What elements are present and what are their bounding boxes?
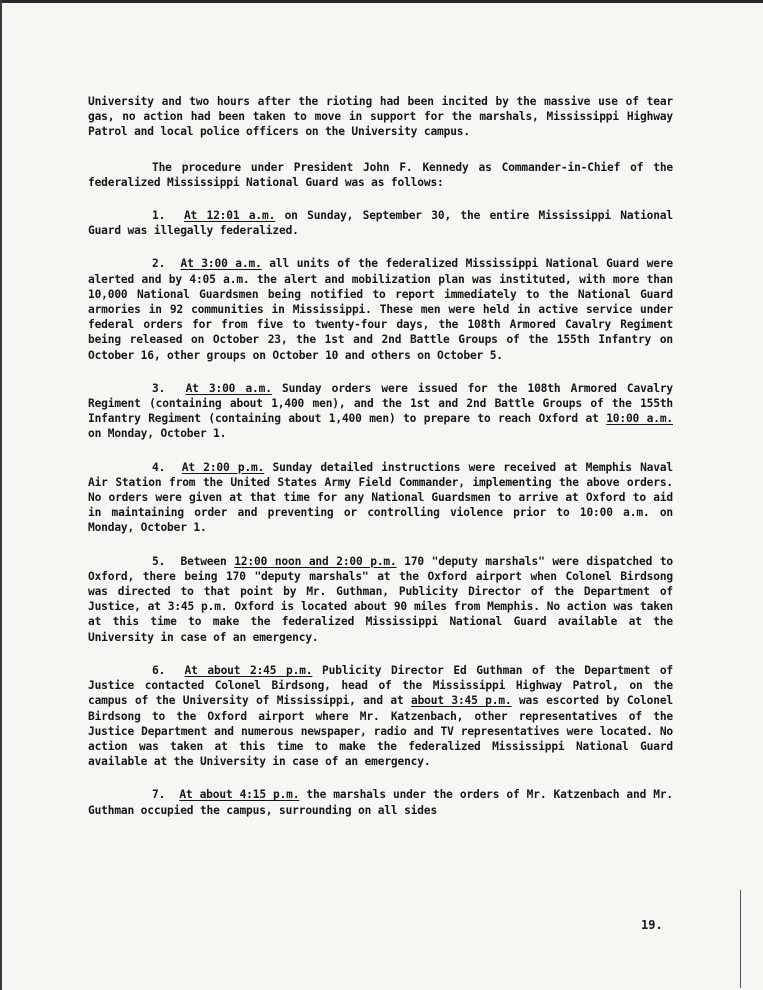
item-number: 3.: [152, 381, 166, 395]
item-5: [88, 554, 673, 645]
item-text: Publicity Director Ed Guthman of the Department of Justice contacted Colonel Birdsong, head of the Mississippi Highway Patrol, on the campus of the University of Mississippi, and at: [88, 663, 674, 708]
item-time: At 3:00 a.m.: [185, 381, 272, 395]
item-time-secondary: about 3:45 p.m.: [410, 694, 512, 708]
item-text: all units of the federalized Mississippi National Guard were alerted and by 4:05 a.m. the alert and mobilization plan was instituted, with more than 10,000 National Guardsmen being notified to report immediately to the National Guard armories in 92 communities in Mississippi. These men were held in active service under federal orders for from five to twenty-four days, the 108th Armored Cavalry Regiment being released on October 23, the 1st and 2nd Battle Groups of the 155th Infantry on October 16, other groups on October 10 and others on October 5.: [88, 257, 673, 362]
item-time: 12:00 noon and 2:00 p.m.: [234, 554, 397, 568]
procedure-paragraph: The procedure under President John F. Kennedy as Commander-in-Chief of the federalized Mississippi National Guard was as follows:: [88, 160, 673, 189]
item-number: 2.: [152, 257, 166, 271]
item-6: [88, 663, 673, 769]
item-text-continued: on Monday, October 1.: [88, 427, 227, 441]
document-body: [88, 94, 673, 836]
item-time: At about 2:45 p.m.: [184, 663, 313, 677]
item-text: the marshals under the orders of Mr. Katzenbach and Mr. Guthman occupied the campus, surrounding on all sides: [88, 788, 674, 817]
item-time-secondary: 10:00 a.m.: [606, 412, 673, 426]
item-text: Sunday orders were issued for the 108th Armored Cavalry Regiment (containing about 1,400 men), and the 1st and 2nd Battle Groups of the 155th Infantry Regiment (containing about 1,400 men) to prepare to reach Oxford at: [88, 381, 674, 426]
page-right-edge-mark: [740, 890, 741, 988]
item-lead: Between: [180, 554, 235, 568]
item-text-continued: was escorted by Colonel Birdsong to the Oxford airport where Mr. Katzenbach, other representatives of the Justice Department and numerous newspaper, radio and TV representatives were located. No action was taken at this time to make the federalized Mississippi National Guard available at the University in case of an emergency.: [88, 694, 673, 769]
intro-paragraph: University and two hours after the rioting had been incited by the massive use of tear gas, no action had been taken to move in support for the marshals, Mississippi Highway Patrol and local police officers on the University campus.: [88, 95, 673, 139]
item-4: [88, 460, 673, 536]
item-3: [88, 381, 673, 442]
page-top-edge: [0, 0, 763, 3]
item-1: [88, 208, 673, 238]
item-time: At 12:01 a.m.: [183, 209, 276, 223]
item-7: [88, 787, 673, 817]
item-time: At about 4:15 p.m.: [179, 788, 300, 802]
item-number: 5.: [152, 554, 166, 568]
item-number: 7.: [152, 788, 166, 802]
item-text: 170 "deputy marshals" were dispatched to Oxford, there being 170 "deputy marshals" at the Oxford airport when Colonel Birdsong was directed to that point by Mr. Guthman, Publicity Director of the Department of Justice, at 3:45 p.m. Oxford is located about 90 miles from Memphis. No action was taken at this time to make the federalized Mississippi National Guard available at the University in case of an emergency.: [88, 554, 673, 644]
item-number: 6.: [152, 663, 166, 677]
item-number: 4.: [152, 460, 166, 474]
item-time: At 3:00 a.m.: [180, 257, 262, 271]
item-text: on Sunday, September 30, the entire Mississippi National Guard was illegally federalized.: [88, 209, 673, 238]
item-2: [88, 256, 673, 362]
item-number: 1.: [152, 209, 166, 223]
item-text: Sunday detailed instructions were received at Memphis Naval Air Station from the United States Army Field Commander, implementing the above orders. No orders were given at that time for any National Guardsmen to arrive at Oxford to aid in maintaining order and preventing or controlling violence prior to 10:00 a.m. on Monday, October 1.: [88, 460, 674, 535]
page-number: 19.: [641, 918, 663, 932]
page-left-edge: [0, 0, 2, 990]
item-time: At 2:00 p.m.: [181, 460, 265, 474]
